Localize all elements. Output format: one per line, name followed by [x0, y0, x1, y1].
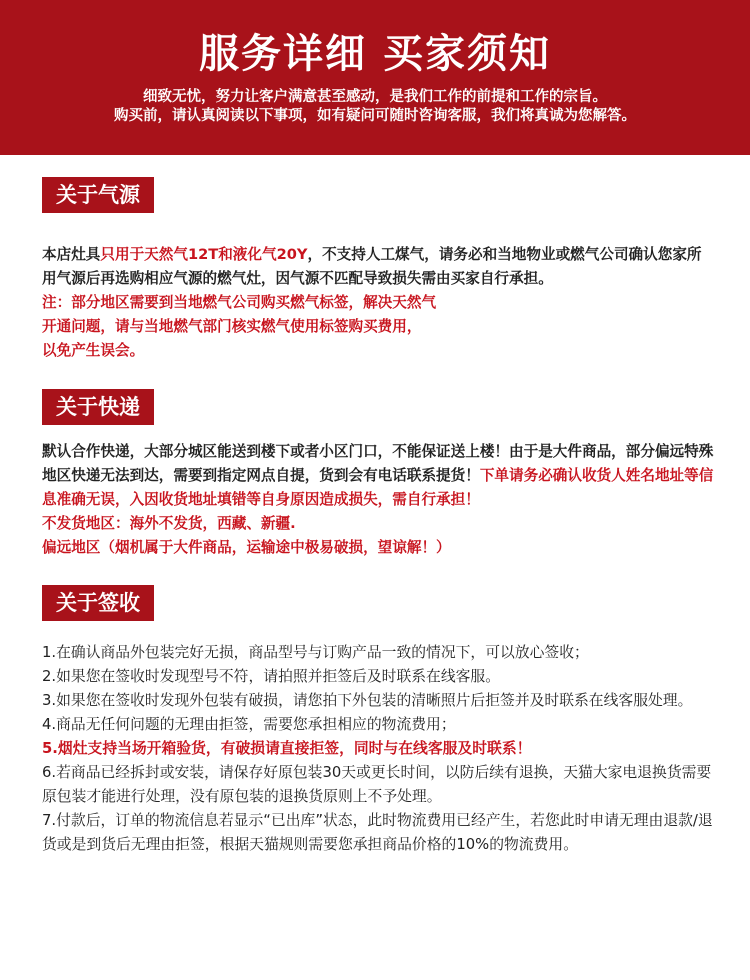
gas-note-line-3: 以免产生误会。: [42, 342, 145, 359]
header-banner: [0, 0, 750, 155]
sign-section: [0, 585, 750, 857]
header-subtitle: [0, 88, 750, 126]
list-item-prefix: 5.烟灶: [42, 740, 88, 757]
no-ship-regions: 不发货地区：海外不发货，西藏、新疆.: [42, 515, 296, 532]
gas-note-line-1: 注：部分地区需要到当地燃气公司购买燃气标签，解决天然气: [42, 294, 437, 311]
header-subtitle-line-2: 购买前，请认真阅读以下事项，如有疑问可随时咨询客服，我们将真诚为您解答。: [114, 108, 636, 124]
gas-section-title: 关于气源: [42, 177, 154, 213]
gas-note-line-2: 开通问题，请与当地燃气部门核实燃气使用标签购买费用，: [42, 318, 422, 335]
express-section-title: 关于快递: [42, 389, 154, 425]
gas-text-c: ，不支持人工煤气，请务必和当地物业或燃气公司确认您家所用气源后再选购相应气源的燃气灶，因气源不匹配导致损失需由买家自行承担。: [42, 246, 702, 287]
sign-list: [42, 641, 716, 857]
express-warning: 下单请务必确认收货人姓名地址等信息准确无误，入因收货地址填错等自身原因造成损失，需自行承担！: [42, 467, 714, 508]
gas-highlight: 只用于天然气12T和液化气20Y: [100, 246, 308, 263]
header-subtitle-line-1: 细致无忧，努力让客户满意甚至感动，是我们工作的前提和工作的宗旨。: [143, 89, 607, 105]
list-item: 2.如果您在签收时发现型号不符，请拍照并拒签后及时联系在线客服。: [42, 668, 501, 685]
sign-section-title: 关于签收: [42, 585, 154, 621]
list-item: 3.如果您在签收时发现外包装有破损，请您拍下外包装的清晰照片后拒签并及时联系在线客服处理。: [42, 692, 693, 709]
page-title: 服务详细 买家须知: [199, 31, 551, 77]
remote-regions: 偏远地区（烟机属于大件商品，运输途中极易破损，望谅解！）: [42, 539, 451, 556]
gas-description: [42, 243, 716, 363]
express-section: [0, 389, 750, 560]
gas-section: [0, 177, 750, 363]
express-text-a: 默认合作快递，大部分城区能送到楼下或者小区门口，不能保证送上楼！由于是大件商品，部分偏远特殊地区快递无法到达，需要到指定网点自提，货到会有电话联系提货！: [42, 443, 714, 484]
gas-text-a: 本店灶具: [42, 246, 101, 263]
list-item: [42, 737, 716, 761]
list-item: 6.若商品已经拆封或安装，请保存好原包装30天或更长时间，以防后续有退换，天猫大家电退换货需要原包装才能进行处理，没有原包装的退换货原则上不予处理。: [42, 764, 712, 805]
list-item-highlight: 支持当场开箱验货，有破损请直接拒签，同时与在线客服及时联系！: [87, 740, 532, 757]
list-item: 7.付款后，订单的物流信息若显示“已出库”状态，此时物流费用已经产生，若您此时申请无理由退款/退货或是到货后无理由拒签，根据天猫规则需要您承担商品价格的10%的物流费用。: [42, 812, 713, 853]
list-item: 4.商品无任何问题的无理由拒签，需要您承担相应的物流费用；: [42, 716, 456, 733]
list-item: 1.在确认商品外包装完好无损，商品型号与订购产品一致的情况下，可以放心签收；: [42, 644, 589, 661]
express-description: [42, 440, 716, 560]
